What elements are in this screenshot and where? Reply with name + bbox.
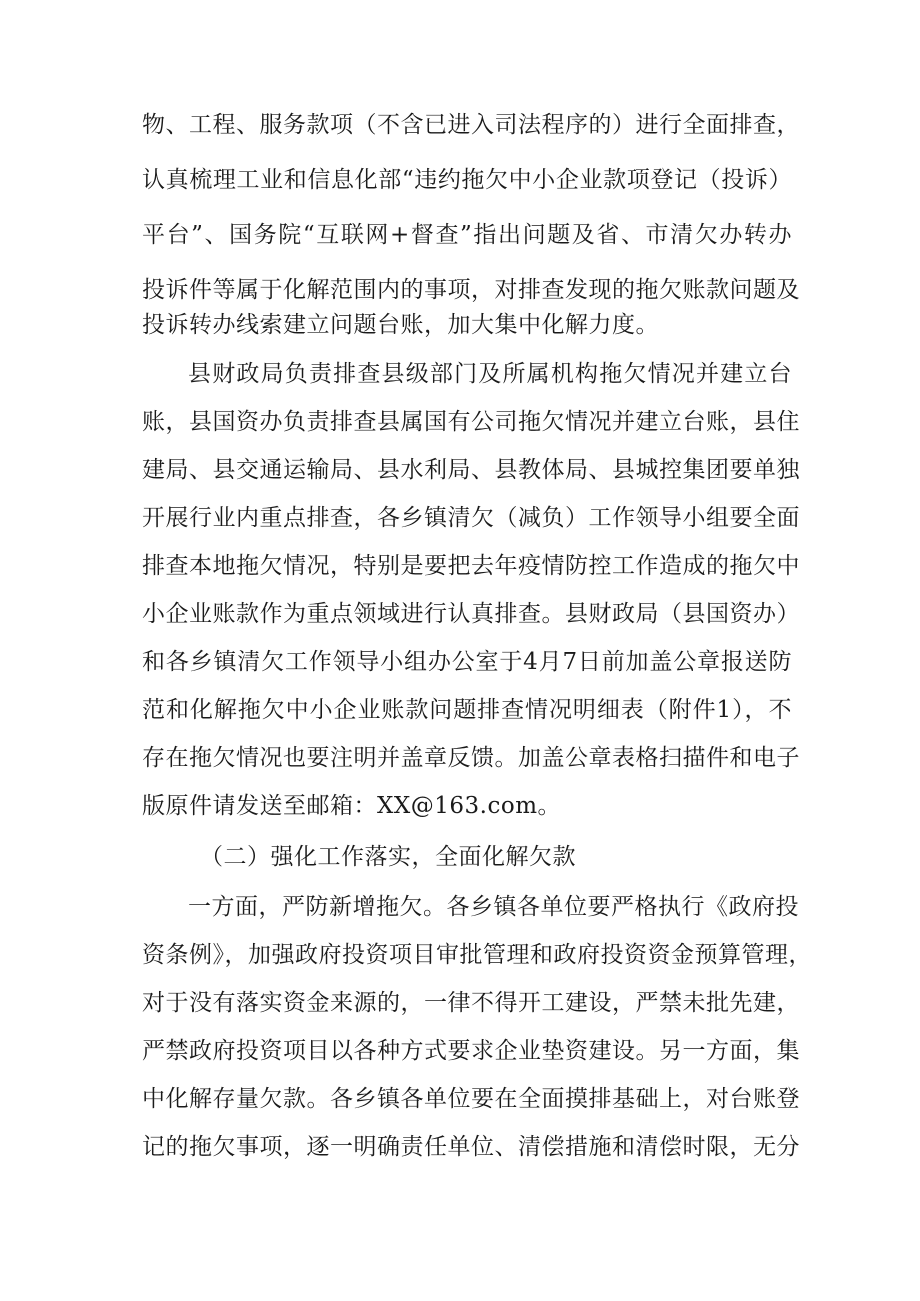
text-line: 对于没有落实资金来源的，一律不得开工建设，严禁未批先建，: [142, 990, 800, 1016]
text-line: 记的拖欠事项，逐一明确责任单位、清偿措施和清偿时限，无分: [142, 1134, 800, 1160]
text-line: 账，县国资办负责排查县属国有公司拖欠情况并建立台账，县住: [142, 409, 800, 435]
text-line: 建局、县交通运输局、县水利局、县教体局、县城控集团要单独: [142, 457, 800, 483]
text-line: 中化解存量欠款。各乡镇各单位要在全面摸排基础上，对台账登: [142, 1086, 800, 1112]
text-line: 平台”、国务院“互联网+督查”指出问题及省、市清欠办转办: [142, 222, 792, 248]
text-line: 开展行业内重点排查，各乡镇清欠（减负）工作领导小组要全面: [142, 505, 800, 531]
section-heading: （二）强化工作落实，全面化解欠款: [200, 844, 576, 870]
text-line: 版原件请发送至邮箱：XX@163.com。: [142, 793, 561, 819]
text-line: 排查本地拖欠情况，特别是要把去年疫情防控工作造成的拖欠中: [142, 553, 800, 579]
text-line: 存在拖欠情况也要注明并盖章反馈。加盖公章表格扫描件和电子: [142, 745, 800, 771]
text-line: 和各乡镇清欠工作领导小组办公室于4月7日前加盖公章报送防: [142, 649, 792, 675]
text-line: 资条例》，加强政府投资项目审批管理和政府投资资金预算管理，: [142, 942, 812, 968]
text-line: 认真梳理工业和信息化部“违约拖欠中小企业款项登记（投诉）: [142, 167, 792, 193]
text-line: 范和化解拖欠中小企业账款问题排查情况明细表（附件1），不: [142, 697, 792, 723]
paragraph-first-line: 县财政局负责排查县级部门及所属机构拖欠情况并建立台: [188, 361, 792, 387]
paragraph-first-line: 一方面，严防新增拖欠。各乡镇各单位要严格执行《政府投: [188, 894, 799, 920]
text-line: 小企业账款作为重点领域进行认真排查。县财政局（县国资办）: [142, 601, 800, 627]
text-line: 投诉件等属于化解范围内的事项，对排查发现的拖欠账款问题及: [142, 277, 800, 303]
text-line: 严禁政府投资项目以各种方式要求企业垫资建设。另一方面，集: [142, 1038, 800, 1064]
text-line: 投诉转办线索建立问题台账，加大集中化解力度。: [142, 312, 659, 338]
text-line: 物、工程、服务款项（不含已进入司法程序的）进行全面排查，: [142, 112, 800, 138]
